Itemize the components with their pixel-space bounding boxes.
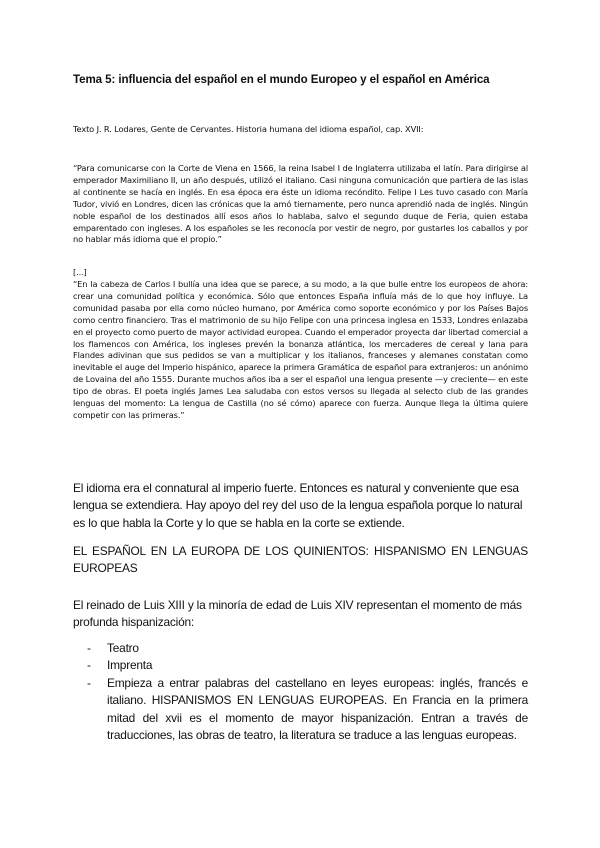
list-dash: - [87,675,91,690]
document-title: Tema 5: influencia del español en el mundo Europeo y el español en América [73,73,490,86]
source-citation: Texto J. R. Lodares, Gente de Cervantes. Historia humana del idioma español, cap. XVII: [73,124,424,134]
bullet-list [73,640,528,744]
quote-paragraph-1: “Para comunicarse con la Corte de Viena en 1566, la reina Isabel I de Inglaterra utilizaba el latín. Para dirigirse al emperador Maximiliano II, un año después, utilizó el italiano. Casi ninguna comunicación que partiera de las islas al continente se hacía en inglés. En esa época era éste un idioma recóndito. Felipe I Les tuvo casado con María Tudor, vivió en Londres, dicen las crónicas que la amó tiernamente, pero nunca aprendió nada de inglés. Ningún noble español de los destinados allí esos años lo hablaba, salvo el segundo duque de Feria, quien estaba emparentado con ingleses. A los españoles se les reconocía por vestir de negro, por gustarles los caballos y por no hablar más idioma que el propio.” [73,163,528,245]
list-dash: - [87,658,91,673]
list-item-text: Imprenta [107,658,153,673]
list-item-text: Empieza a entrar palabras del castellano en leyes europeas: inglés, francés e italiano. HISPANISMOS EN LENGUAS EUROPEAS. En Francia en la primera mitad del xvii es el momento de mayor hispanización. Entran a través de traducciones, las obras de teatro, la literatura se traduce a las lenguas europeas. [107,675,528,743]
list-item-text: Teatro [107,641,139,655]
list-dash: - [87,641,91,655]
section-heading: EL ESPAÑOL EN LA EUROPA DE LOS QUINIENTOS: HISPANISMO EN LENGUAS EUROPEAS [73,544,528,576]
list-item [73,675,528,745]
body-paragraph-2: El reinado de Luis XIII y la minoría de edad de Luis XIV representan el momento de más profunda hispanización: [73,598,522,630]
quote-paragraph-2: “En la cabeza de Carlos I bullía una idea que se parece, a su modo, a la que bulle entre los europeos de ahora: crear una comunidad política y económica. Sólo que entonces España influía más de lo que hoy influye. La comunidad pasaba por ella como núcleo humano, por América como soporte económico y por los Países Bajos como centro financiero. Tras el matrimonio de su hijo Felipe con una princesa inglesa en 1533, Londres enlazaba en el proyecto como puerto de mayor actividad europea. Cuando el emperador proyecta dar libertad comercial a los flamencos con América, los ingleses prevén la bonanza atlántica, los mercaderes de cereal y lana para Flandes adivinan que sus pedidos se van a multiplicar y los italianos, franceses y alemanes constatan como inevitable el auge del Imperio hispánico, aparece la primera Gramática de español para extranjeros: un anónimo de Lovaina del año 1555. Durante muchos años iba a ser el español una lengua presente —y creciente— en este tipo de obras. El poeta inglés James Lea saludaba con estos versos su llegada al selecto club de las grandes lenguas del momento: La lengua de Castilla (no sé cómo) aparece con fuerza. Aunque llega la última quiere competir con las primeras.” [73,279,528,420]
body-paragraph-1: El idioma era el connatural al imperio fuerte. Entonces es natural y conveniente que esa lengua se extendiera. Hay apoyo del rey del uso de la lengua española porque lo natural es lo que habla la Corte y lo que se habla en la corte se extiende. [73,481,523,530]
list-item [73,657,528,674]
quote-ellipsis: [...] [73,267,87,277]
list-item [73,640,528,657]
